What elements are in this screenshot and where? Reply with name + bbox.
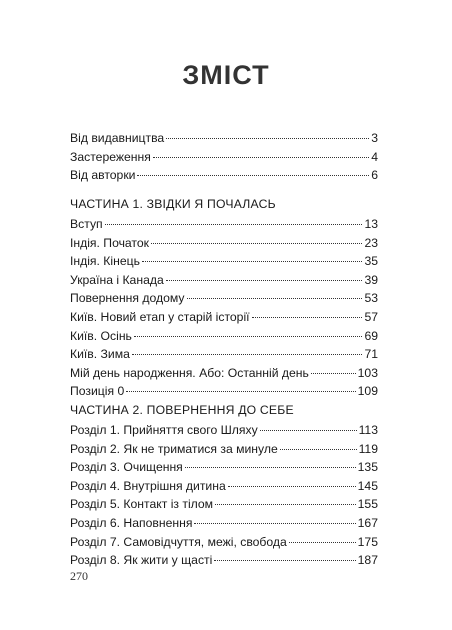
toc-entry-page: 13 — [364, 217, 378, 231]
leader-dots — [311, 373, 356, 374]
leader-dots — [194, 523, 355, 524]
toc-entry-page: 3 — [371, 131, 378, 145]
toc-entry-page: 23 — [364, 235, 378, 250]
toc-entry — [70, 289, 378, 308]
toc-entry-label: Вступ — [70, 217, 103, 231]
toc-entry-page: 135 — [357, 460, 378, 475]
toc-part-2 — [70, 401, 378, 570]
toc-entry-page: 39 — [364, 272, 378, 287]
toc-entry-label: Київ. Зима — [70, 347, 130, 362]
leader-dots — [105, 224, 363, 225]
part-heading: ЧАСТИНА 2. ПОВЕРНЕННЯ ДО СЕБЕ — [70, 403, 294, 417]
toc-entry — [70, 495, 378, 514]
leader-dots — [252, 317, 363, 318]
toc-entry-label: Індія. Кінець — [70, 254, 140, 269]
toc-entry-page: 109 — [357, 384, 378, 399]
toc-entry-label: Розділ 7. Самовідчуття, межі, свобода — [70, 534, 287, 549]
leader-dots — [228, 486, 356, 487]
leader-dots — [126, 391, 355, 392]
toc-entry-page: 103 — [357, 365, 378, 380]
leader-dots — [185, 467, 356, 468]
toc-entry — [70, 166, 378, 185]
toc-entry — [70, 327, 378, 346]
toc-entry — [70, 458, 378, 477]
toc-entry — [70, 551, 378, 570]
leader-dots — [134, 336, 363, 337]
leader-dots — [187, 298, 363, 299]
page-number: 270 — [70, 569, 88, 583]
toc-entry — [70, 364, 378, 383]
toc-entry — [70, 345, 378, 364]
toc-entry-label: Розділ 5. Контакт із тілом — [70, 497, 214, 512]
toc-entry — [70, 533, 378, 552]
toc-entry-label: Від видавництва — [70, 131, 165, 145]
toc-entry — [70, 234, 378, 253]
toc-entry-page: 145 — [357, 478, 378, 493]
toc-entry-page: 57 — [364, 309, 378, 324]
leader-dots — [260, 430, 357, 431]
leader-dots — [132, 354, 363, 355]
leader-dots — [214, 560, 355, 561]
leader-dots — [137, 175, 369, 176]
leader-dots — [215, 504, 356, 505]
toc-entry — [70, 421, 378, 440]
leader-dots — [166, 280, 363, 281]
toc-entry — [70, 271, 378, 290]
toc-entry-page: 155 — [357, 497, 378, 512]
toc-entry-label: Київ. Новий етап у старій історії — [70, 309, 250, 324]
leader-dots — [151, 243, 362, 244]
toc-entry — [70, 514, 378, 533]
toc-entry — [70, 215, 378, 234]
toc-entry-page: 35 — [364, 254, 378, 269]
toc-intro-list — [70, 129, 378, 185]
toc-entry — [70, 477, 378, 496]
page-title: ЗМІСТ — [182, 60, 270, 90]
toc-entry-page: 69 — [364, 328, 378, 343]
toc-part-1 — [70, 195, 378, 401]
toc-entry-label: Україна і Канада — [70, 272, 164, 287]
toc-entry-page: 167 — [357, 515, 378, 530]
toc-entry-page: 113 — [358, 423, 378, 437]
toc-entry-page: 6 — [371, 168, 378, 183]
leader-dots — [153, 157, 369, 158]
toc-entry-label: Розділ 6. Наповнення — [70, 515, 193, 530]
toc-entry-label: Розділ 4. Внутрішня дитина — [70, 478, 226, 493]
toc-entry — [70, 440, 378, 459]
toc-entry — [70, 129, 378, 148]
toc-entry — [70, 252, 378, 271]
toc-entry — [70, 308, 378, 327]
toc-entry-page: 53 — [364, 291, 378, 306]
toc-entry-label: Розділ 1. Прийняття свого Шляху — [70, 423, 258, 437]
toc-entry-label: Позиція 0 — [70, 384, 125, 399]
toc-entry-page: 4 — [371, 149, 378, 164]
toc-entry-page: 119 — [358, 441, 378, 456]
toc-entry — [70, 148, 378, 167]
leader-dots — [280, 449, 357, 450]
toc-entry-page: 71 — [364, 347, 378, 362]
leader-dots — [289, 542, 356, 543]
toc-entry-page: 187 — [357, 553, 378, 568]
toc-entry-label: Розділ 3. Очищення — [70, 460, 183, 475]
part-heading: ЧАСТИНА 1. ЗВІДКИ Я ПОЧАЛАСЬ — [70, 197, 276, 211]
toc-entry-label: Київ. Осінь — [70, 328, 132, 343]
toc-entry-label: Мій день народження. Або: Останній день — [70, 365, 309, 380]
toc-entry-label: Індія. Початок — [70, 235, 149, 250]
toc-entry-label: Розділ 8. Як жити у щасті — [70, 553, 213, 568]
toc-entry-label: Повернення додому — [70, 291, 185, 306]
toc-entry — [70, 382, 378, 401]
toc-entry-label: Розділ 2. Як не триматися за минуле — [70, 441, 278, 456]
toc-entry-label: Від авторки — [70, 168, 136, 183]
leader-dots — [142, 261, 362, 262]
toc-entry-page: 175 — [357, 534, 378, 549]
leader-dots — [166, 138, 369, 139]
toc-entry-label: Застереження — [70, 149, 151, 164]
